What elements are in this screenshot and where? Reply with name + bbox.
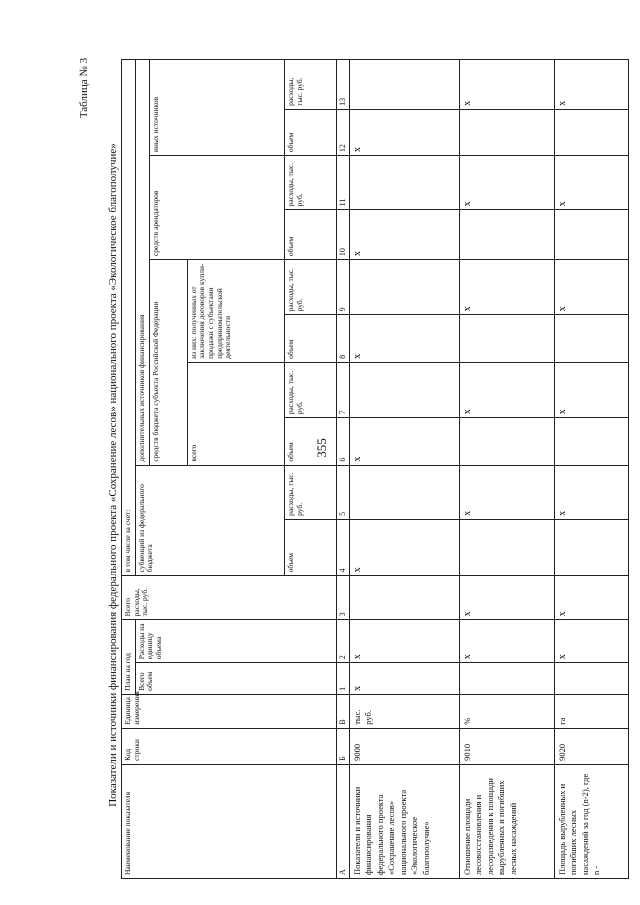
financing-table-frame bbox=[121, 59, 629, 879]
row-cell bbox=[350, 362, 460, 417]
hdr-tenants: средств арендаторов bbox=[149, 156, 284, 260]
row-cell bbox=[460, 109, 555, 155]
row-cell: x bbox=[555, 576, 629, 620]
row-cell bbox=[460, 315, 555, 362]
row-unit: % bbox=[460, 694, 555, 728]
table-row bbox=[555, 60, 629, 879]
col-number: 3 bbox=[337, 576, 350, 620]
hdr-total: всего bbox=[187, 362, 284, 465]
row-cell: x bbox=[350, 519, 460, 575]
col-number: В bbox=[337, 694, 350, 728]
hdr-expenses: расходы, тыс. руб. bbox=[285, 362, 337, 417]
col-number: 13 bbox=[337, 60, 350, 110]
row-code: 9020 bbox=[555, 728, 629, 764]
row-name: Отношение площади лесовосстановления и лесоразведения к площади вырубленных и погибших лесных насаждений bbox=[460, 764, 555, 878]
col-number: 5 bbox=[337, 465, 350, 519]
hdr-expenses: расходы, тыс. руб. bbox=[285, 465, 337, 519]
row-cell: x bbox=[555, 362, 629, 417]
row-cell bbox=[350, 60, 460, 110]
hdr-unit: Единица измерения bbox=[122, 694, 337, 728]
row-name: Площадь вырубленных и погибших лесных насаждений за год (n-2), где n - bbox=[555, 764, 629, 878]
table-row bbox=[460, 60, 555, 879]
row-cell bbox=[555, 109, 629, 155]
hdr-volume: объем bbox=[285, 109, 337, 155]
row-code: 9010 bbox=[460, 728, 555, 764]
row-cell: x bbox=[350, 210, 460, 260]
row-cell bbox=[460, 418, 555, 465]
hdr-subventions: субвенций из федерального бюджета bbox=[135, 465, 284, 576]
hdr-of-which: из них: полученных от заключения договоров купли-продажи с субъектами предпринимательской деятельности bbox=[187, 260, 284, 363]
col-number: Б bbox=[337, 728, 350, 764]
row-cell bbox=[350, 465, 460, 519]
col-number: 8 bbox=[337, 315, 350, 362]
hdr-volume: объем bbox=[285, 210, 337, 260]
row-cell: x bbox=[350, 663, 460, 695]
table-label: Таблица № 3 bbox=[78, 57, 90, 119]
row-cell: x bbox=[460, 576, 555, 620]
row-cell: x bbox=[460, 620, 555, 663]
hdr-volume: объем bbox=[285, 418, 337, 465]
row-cell: x bbox=[460, 362, 555, 417]
row-cell bbox=[350, 260, 460, 315]
hdr-additional: дополнительных источников финансирования bbox=[135, 60, 149, 466]
table-title: Показатели и источники финансирования федерального проекта «Сохранение лесов» национального проекта «Экологическое благополучие» bbox=[107, 143, 119, 807]
financing-table bbox=[121, 59, 629, 879]
row-cell bbox=[350, 576, 460, 620]
hdr-expenses: расходы, тыс. руб. bbox=[285, 60, 337, 110]
row-cell bbox=[460, 663, 555, 695]
hdr-volume: объем bbox=[285, 519, 337, 575]
row-cell bbox=[555, 418, 629, 465]
hdr-other: иных источников bbox=[149, 60, 284, 156]
table-row bbox=[350, 60, 460, 879]
col-number: 7 bbox=[337, 362, 350, 417]
row-cell: x bbox=[350, 620, 460, 663]
row-cell bbox=[555, 519, 629, 575]
row-unit: тыс. руб. bbox=[350, 694, 460, 728]
col-number: 12 bbox=[337, 109, 350, 155]
hdr-regional-budget: средств бюджета субъекта Российской Федерации bbox=[149, 260, 187, 466]
row-cell: x bbox=[460, 60, 555, 110]
col-number: 11 bbox=[337, 156, 350, 210]
row-cell bbox=[555, 663, 629, 695]
col-number: 4 bbox=[337, 519, 350, 575]
col-number: А bbox=[337, 764, 350, 878]
hdr-including: в том числе за счет: bbox=[122, 60, 136, 576]
row-cell: x bbox=[350, 418, 460, 465]
row-cell bbox=[350, 156, 460, 210]
row-cell bbox=[460, 210, 555, 260]
hdr-volume: объем bbox=[285, 315, 337, 362]
hdr-total-expenses: Всего расходы, тыс. руб. bbox=[122, 576, 337, 620]
row-cell: x bbox=[460, 156, 555, 210]
hdr-expenses: расходы, тыс. руб. bbox=[285, 156, 337, 210]
hdr-code: Код строки bbox=[122, 728, 337, 764]
row-cell bbox=[555, 315, 629, 362]
row-cell: x bbox=[555, 465, 629, 519]
row-cell: x bbox=[350, 109, 460, 155]
col-number: 10 bbox=[337, 210, 350, 260]
hdr-plan: План на год bbox=[122, 620, 136, 695]
col-number: 2 bbox=[337, 620, 350, 663]
row-unit: га bbox=[555, 694, 629, 728]
row-cell: x bbox=[555, 620, 629, 663]
col-number: 6 bbox=[337, 418, 350, 465]
page-number: 355 bbox=[314, 438, 329, 458]
row-cell: x bbox=[555, 260, 629, 315]
row-name: Показатели и источники финансирования федерального проекта «Сохранение лесов» национального проекта «Экологическое благополучие» bbox=[350, 764, 460, 878]
col-number: 1 bbox=[337, 663, 350, 695]
row-cell bbox=[460, 519, 555, 575]
row-cell: x bbox=[555, 60, 629, 110]
hdr-plan-total-volume: Всего объем bbox=[135, 663, 336, 695]
hdr-expenses: расходы, тыс. руб. bbox=[285, 260, 337, 315]
row-cell: x bbox=[555, 156, 629, 210]
row-cell bbox=[555, 210, 629, 260]
row-cell: x bbox=[460, 260, 555, 315]
row-cell: x bbox=[460, 465, 555, 519]
col-number: 9 bbox=[337, 260, 350, 315]
hdr-plan-unit-cost: Расходы на единицу объема bbox=[135, 620, 336, 663]
row-cell: x bbox=[350, 315, 460, 362]
row-code: 9000 bbox=[350, 728, 460, 764]
hdr-name: Наименование показателя bbox=[122, 764, 337, 878]
